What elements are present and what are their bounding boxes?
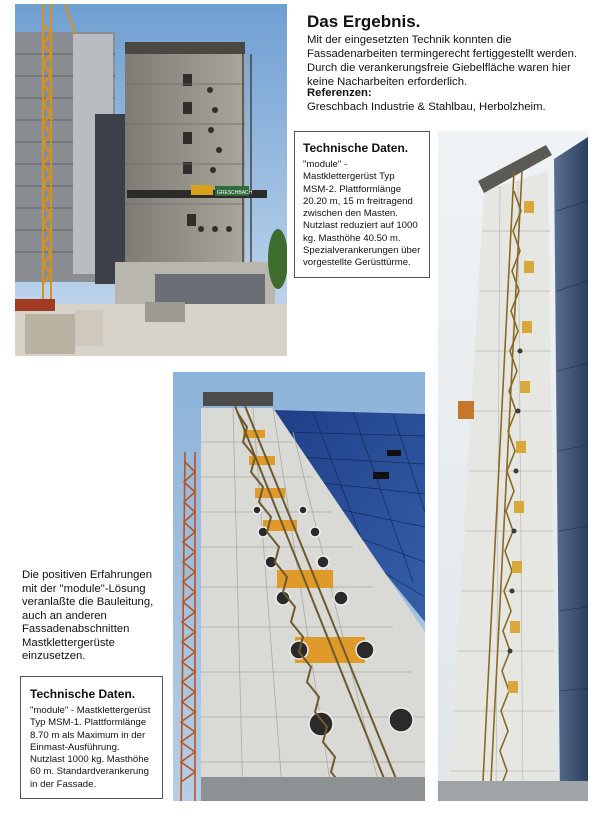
platform-banner-text: GRESCHBACH xyxy=(217,190,253,196)
references-value: Greschbach Industrie & Stahlbau, Herbolzheim. xyxy=(307,101,546,113)
photo-facade-platform xyxy=(173,372,425,801)
technical-data-heading: Technische Daten. xyxy=(303,141,409,155)
references-heading: Referenzen: xyxy=(307,87,372,99)
technical-data-box-top xyxy=(294,131,430,278)
technical-data-heading: Technische Daten. xyxy=(30,687,136,701)
section-title: Das Ergebnis. xyxy=(307,12,421,31)
technical-data-body: "module" - Mastklettergerüst Typ MSM-1. Plattformlänge 8.70 m als Maximum in der Einmast-Ausführung. Nutzlast 1000 kg. Masthöhe 60 m. Standardverankerung in der Fassade. xyxy=(30,705,151,790)
photo-construction-site xyxy=(15,4,287,356)
middle-paragraph: Die positiven Erfahrungen mit der "module"-Lösung veranlaßte die Bauleitung, auch an anderen Fassadenabschnitten Mastklettergerüste einzusetzen. xyxy=(22,569,154,662)
intro-paragraph: Mit der eingesetzten Technik konnten die Fassadenarbeiten termingerecht fertiggestellt werden. Durch die verankerungsfreie Giebelfläche waren hier keine Nacharbeiten erforderlich. xyxy=(307,34,578,88)
photo-tall-tower xyxy=(438,131,588,801)
technical-data-box-bottom xyxy=(20,676,163,799)
technical-data-body: "module" - Mastklettergerüst Typ MSM-2. Plattformlänge 20.20 m, 15 m freitragend zwischen den Masten. Nutzlast reduziert auf 1000 kg. Masthöhe 40.50 m. Spezialverankerungen über vorgestellte Gerüsttürme. xyxy=(303,159,421,269)
